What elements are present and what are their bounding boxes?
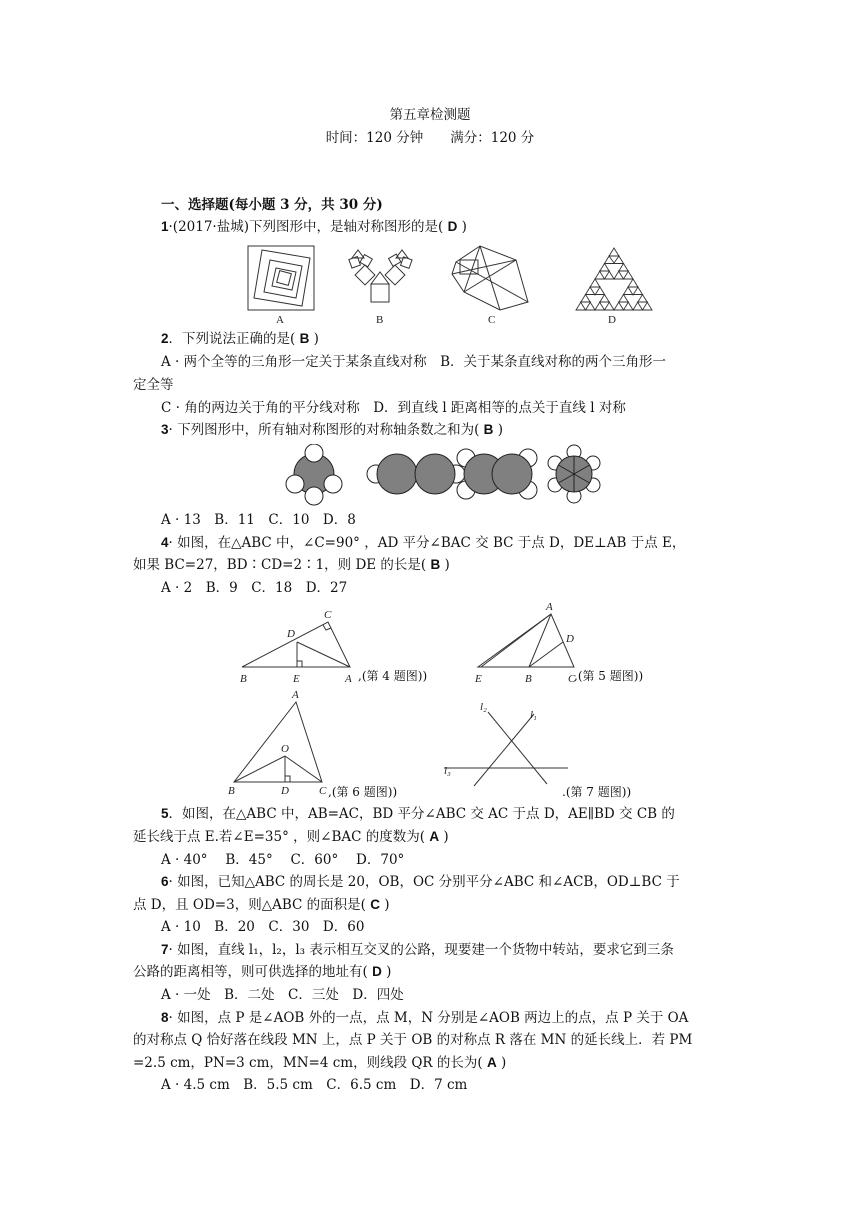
answer: C bbox=[370, 897, 380, 912]
svg-text:D: D bbox=[287, 628, 295, 640]
question-8-line3: =2.5 cm，PN=3 cm，MN=4 cm，则线段 QR 的长为( A ) bbox=[133, 1055, 507, 1071]
question-6-line1: 6· 如图，已知△ABC 的周长是 20，OB，OC 分别平分∠ABC 和∠ACB，OD⊥BC 于 bbox=[161, 874, 680, 890]
svg-text:A: A bbox=[292, 690, 299, 701]
figure-6 bbox=[234, 702, 322, 782]
answer: D bbox=[447, 219, 458, 234]
answer: A bbox=[486, 1055, 497, 1070]
q1-option-c: C bbox=[488, 314, 496, 326]
q1-figure-b bbox=[349, 250, 412, 302]
figure-7 bbox=[444, 712, 568, 786]
q1-figure-a bbox=[248, 246, 314, 310]
q1-figure-d bbox=[576, 248, 652, 310]
svg-text:O: O bbox=[281, 743, 289, 755]
q5-options: A · 40° B．45° C．60° D．70° bbox=[161, 852, 405, 868]
svg-text:D: D bbox=[281, 785, 289, 797]
q2-options-line2: 定全等 bbox=[133, 377, 174, 393]
svg-text:E: E bbox=[475, 673, 482, 685]
question-5-line1: 5．如图，在△ABC 中，AB=AC，BD 平分∠ABC 交 AC 于点 D，AE∥BD 交 CB 的 bbox=[161, 806, 675, 822]
q6-options: A · 10 B．20 C．30 D．60 bbox=[161, 919, 365, 935]
q3-figure-3 bbox=[457, 449, 537, 499]
svg-text:l₃: l₃ bbox=[444, 765, 451, 777]
question-8-line1: 8· 如图，点 P 是∠AOB 外的一点，点 M，N 分别是∠AOB 两边上的点，点 P 关于 OA bbox=[161, 1010, 689, 1026]
svg-text:B: B bbox=[240, 673, 247, 685]
q3-figures bbox=[276, 444, 616, 508]
section-heading: 一、选择题(每小题 3 分，共 30 分) bbox=[161, 197, 383, 213]
figure-5-caption: ,(第 5 题图)) bbox=[574, 669, 644, 683]
question-2: 2．下列说法正确的是( B ) bbox=[161, 331, 319, 347]
q7-options: A · 一处 B．二处 C．三处 D．四处 bbox=[161, 987, 404, 1003]
answer: B bbox=[430, 557, 441, 572]
svg-text:D: D bbox=[566, 633, 574, 645]
q3-figure-2 bbox=[367, 454, 465, 494]
svg-text:l₂: l₂ bbox=[480, 701, 487, 713]
svg-text:B: B bbox=[228, 785, 235, 797]
question-3: 3· 下列图形中，所有轴对称图形的对称轴条数之和为( B ) bbox=[161, 422, 503, 438]
q1-option-b: B bbox=[376, 314, 384, 326]
question-4-line2: 如果 BC=27，BD∶CD=2∶1，则 DE 的长是( B ) bbox=[133, 557, 450, 573]
svg-text:E: E bbox=[293, 673, 300, 685]
q1-option-d: D bbox=[608, 314, 616, 326]
svg-text:B: B bbox=[525, 673, 532, 685]
answer: A bbox=[429, 829, 440, 844]
question-6-line2: 点 D，且 OD=3，则△ABC 的面积是( C ) bbox=[133, 897, 390, 913]
svg-text:C: C bbox=[568, 673, 576, 685]
question-5-line2: 延长线于点 E.若∠E=35° ，则∠BAC 的度数为( A ) bbox=[133, 829, 449, 845]
q8-options: A · 4.5 cm B．5.5 cm C．6.5 cm D．7 cm bbox=[161, 1077, 468, 1093]
figure-5 bbox=[478, 614, 574, 667]
q1-option-a: A bbox=[276, 314, 284, 326]
svg-text:l₁: l₁ bbox=[530, 709, 537, 721]
question-4-line1: 4· 如图，在△ABC 中，∠C=90° ，AD 平分∠BAC 交 BC 于点 D，DE⊥AB 于点 E， bbox=[161, 535, 686, 551]
exam-meta: 时间：120 分钟 满分：120 分 bbox=[325, 130, 535, 146]
q2-options-line3: C · 角的两边关于角的平分线对称 D．到直线 l 距离相等的点关于直线 l 对称 bbox=[161, 400, 626, 416]
q4-options: A · 2 B．9 C．18 D．27 bbox=[161, 580, 348, 596]
question-7-line1: 7· 如图，直线 l₁，l₂，l₃ 表示相互交叉的公路，现要建一个货物中转站，要求它到三条 bbox=[161, 942, 674, 958]
svg-text:C: C bbox=[324, 609, 332, 621]
question-7-line2: 公路的距离相等，则可供选择的地址有( D ) bbox=[133, 964, 392, 980]
q1-figure-c bbox=[452, 246, 528, 310]
q3-options: A · 13 B．11 C．10 D．8 bbox=[161, 512, 356, 528]
q3-figure-1 bbox=[286, 444, 342, 505]
svg-text:C: C bbox=[319, 785, 327, 797]
answer: B bbox=[299, 331, 310, 346]
figure-7-caption: .(第 7 题图)) bbox=[562, 785, 632, 799]
q2-options-line1: A · 两个全等的三角形一定关于某条直线对称 B．关于某条直线对称的两个三角形一 bbox=[161, 354, 667, 370]
q1-figures bbox=[240, 240, 670, 330]
svg-text:A: A bbox=[345, 673, 352, 685]
page-title: 第五章检测题 bbox=[389, 107, 471, 123]
figures-6-7 bbox=[222, 690, 582, 800]
svg-text:A: A bbox=[546, 601, 553, 613]
question-8-line2: 的对称点 Q 恰好落在线段 MN 上，点 P 关于 OB 的对称点 R 落在 MN 的延长线上．若 PM bbox=[133, 1032, 693, 1048]
figure-4-caption: ,(第 4 题图)) bbox=[358, 669, 428, 683]
answer: B bbox=[483, 422, 494, 437]
question-1: 1·(2017·盐城)下列图形中，是轴对称图形的是( D ) bbox=[161, 219, 467, 235]
figure-6-caption: ,(第 6 题图)) bbox=[328, 785, 398, 799]
q3-figure-4 bbox=[548, 445, 600, 503]
figure-4 bbox=[242, 622, 350, 667]
answer: D bbox=[372, 964, 382, 979]
